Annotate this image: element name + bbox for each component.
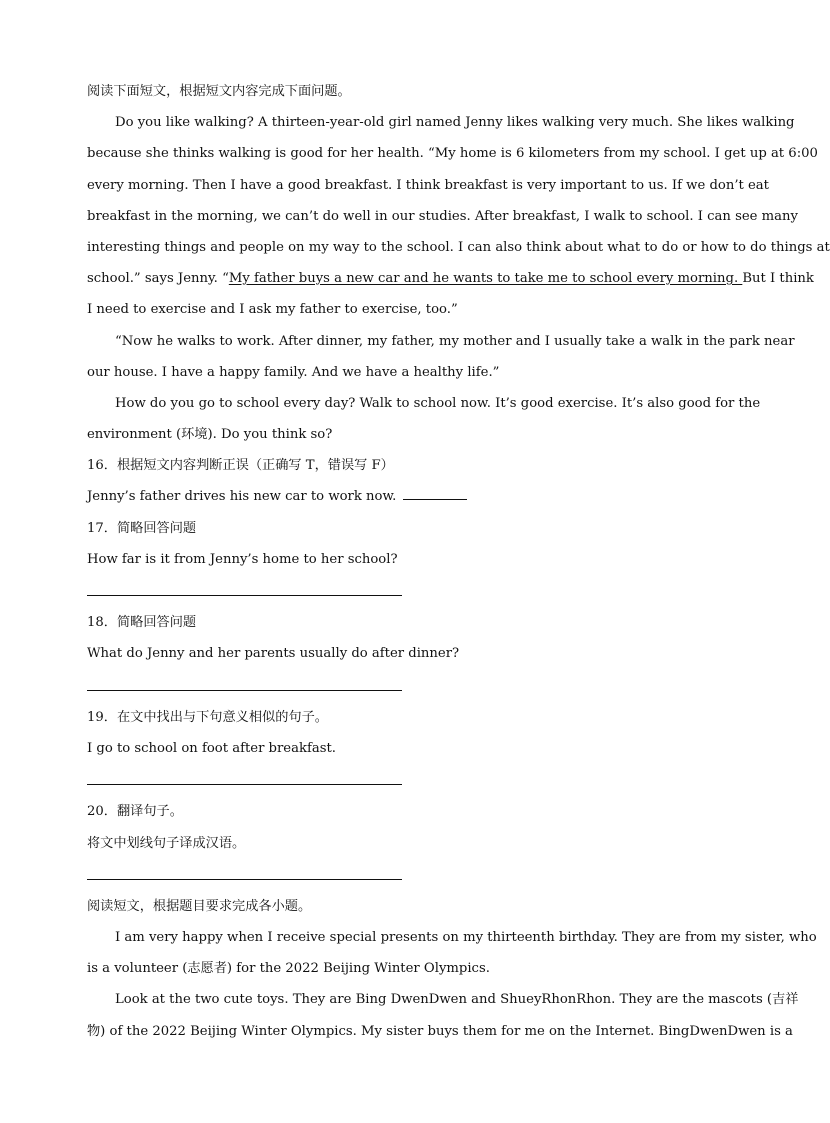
answer-line-17[interactable] [87,575,402,596]
question-18-title: 18．简略回答问题 [87,615,197,631]
answer-blank-16[interactable] [403,486,467,500]
line-suffix: But I think [742,271,814,287]
line-prefix: school.” says Jenny. “ [87,271,229,287]
passage2-line: is a volunteer (志愿者) for the 2022 Beijing Winter Olympics. [87,961,490,977]
passage2-line: Look at the two cute toys. They are Bing DwenDwen and ShueyRhonRhon. They are the mascots (吉祥 [115,992,799,1008]
passage1-line: “Now he walks to work. After dinner, my father, my mother and I usually take a walk in the park near [115,333,795,349]
question-17-text: How far is it from Jenny’s home to her school? [87,551,398,567]
question-18-text: What do Jenny and her parents usually do after dinner? [87,646,460,662]
document-page [87,76,830,1047]
question-16-statement [87,481,707,512]
passage1-line: I need to exercise and I ask my father to exercise, too.” [87,302,458,318]
question-20-text: 将文中划线句子译成汉语。 [87,835,246,851]
passage1-line: interesting things and people on my way to the school. I can also think about what to do or how to do things at [87,239,830,255]
underlined-sentence: My father buys a new car and he wants to take me to school every morning. [228,271,743,287]
question-16-title: 16．根据短文内容判断正误（正确写 T，错误写 F） [87,458,394,474]
question-16-text: Jenny’s father drives his new car to work now. [87,489,397,505]
passage1-line: because she thinks walking is good for her health. “My home is 6 kilometers from my school. I get up at 6:00 [87,146,818,162]
passage1-line-underlined [87,263,814,294]
passage1-line: Do you like walking? A thirteen-year-old girl named Jenny likes walking very much. She likes walking [115,115,795,131]
passage1-line: environment (环境). Do you think so? [87,427,333,443]
section2-instruction: 阅读短文，根据题目要求完成各小题。 [87,898,312,914]
question-19-title: 19．在文中找出与下句意义相似的句子。 [87,709,328,725]
question-17-title: 17．简略回答问题 [87,520,197,536]
passage2-line: 物) of the 2022 Beijing Winter Olympics. My sister buys them for me on the Internet. BingDwenDwen is a [87,1023,793,1039]
passage1-line: every morning. Then I have a good breakfast. I think breakfast is very important to us. If we don’t eat [87,177,769,193]
section1-instruction: 阅读下面短文，根据短文内容完成下面问题。 [87,84,351,99]
passage1-line: our house. I have a happy family. And we have a healthy life.” [87,364,500,380]
answer-line-19[interactable] [87,764,402,785]
answer-line-18[interactable] [87,670,402,691]
passage1-line: breakfast in the morning, we can’t do well in our studies. After breakfast, I walk to school. I can see many [87,208,798,224]
passage2-line: I am very happy when I receive special presents on my thirteenth birthday. They are from my sister, who [115,930,817,946]
passage1-line: How do you go to school every day? Walk to school now. It’s good exercise. It’s also good for the [115,395,761,411]
question-19-text: I go to school on foot after breakfast. [87,740,336,756]
question-20-title: 20．翻译句子。 [87,804,183,820]
answer-line-20[interactable] [87,859,402,880]
